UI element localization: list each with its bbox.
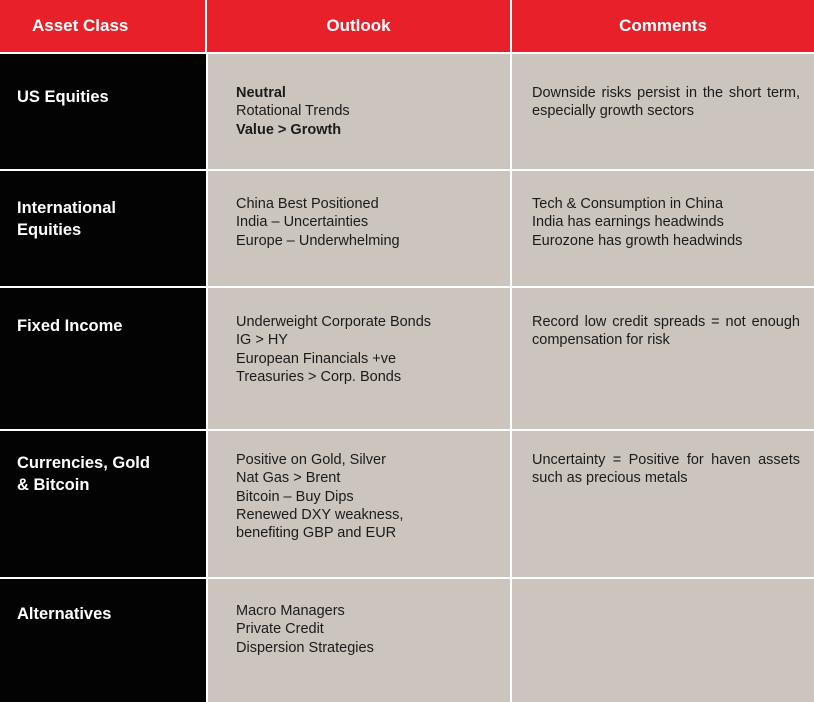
row-label-international-equities [0,171,206,286]
outlook-cell-alternatives [208,579,510,702]
comments-line: Eurozone has growth headwinds [532,232,743,249]
comments-cell-currencies-gold-bitcoin: Uncertainty = Positive for haven assets such as precious metals [512,431,814,577]
outlook-line: European Financials +ve [236,350,397,367]
outlook-line: Dispersion Strategies [236,639,374,656]
row-label-text: Currencies, Gold [17,454,150,472]
outlook-line: Europe – Underwhelming [236,232,400,249]
comments-cell-alternatives [512,579,814,702]
outlook-line: IG > HY [236,332,288,349]
comments-line: Tech & Consumption in China [532,196,724,212]
outlook-line: Private Credit [236,621,324,638]
outlook-cell-fixed-income [208,288,510,429]
header-outlook: Outlook [207,0,510,52]
outlook-line: India – Uncertainties [236,214,369,231]
outlook-line: Bitcoin – Buy Dips [236,488,354,505]
outlook-cell-us-equities [208,54,510,169]
row-label-fixed-income [0,288,206,429]
outlook-line: Underweight Corporate Bonds [236,314,432,330]
outlook-line: Rotational Trends [236,103,350,120]
outlook-line: China Best Positioned [236,196,379,212]
outlook-line: Treasuries > Corp. Bonds [236,368,402,385]
outlook-line: Neutral [236,85,286,101]
row-label-text: Equities [17,221,82,239]
comments-cell-fixed-income: Record low credit spreads = not enough compensation for risk [512,288,814,429]
row-label-text: US Equities [17,88,109,106]
outlook-line: Macro Managers [236,603,345,619]
outlook-cell-currencies-gold-bitcoin [208,431,510,577]
outlook-line: Positive on Gold, Silver [236,452,386,468]
header-comments: Comments [512,0,814,52]
comments-line: India has earnings headwinds [532,214,724,231]
row-label-text: Fixed Income [17,317,123,335]
outlook-line: Nat Gas > Brent [236,470,341,487]
header-asset-class: Asset Class [0,0,205,52]
outlook-cell-international-equities [208,171,510,286]
outlook-line: Value > Growth [236,121,342,138]
comments-cell-international-equities [512,171,814,286]
row-label-currencies-gold-bitcoin [0,431,206,577]
row-label-alternatives [0,579,206,702]
row-label-text: & Bitcoin [17,476,90,494]
outlook-line: benefiting GBP and EUR [236,525,397,542]
row-label-us-equities [0,54,206,169]
row-label-text: International [17,199,117,217]
row-label-text: Alternatives [17,605,112,623]
outlook-line: Renewed DXY weakness, [236,506,404,523]
comments-cell-us-equities: Downside risks persist in the short term, especially growth sectors [512,54,814,169]
